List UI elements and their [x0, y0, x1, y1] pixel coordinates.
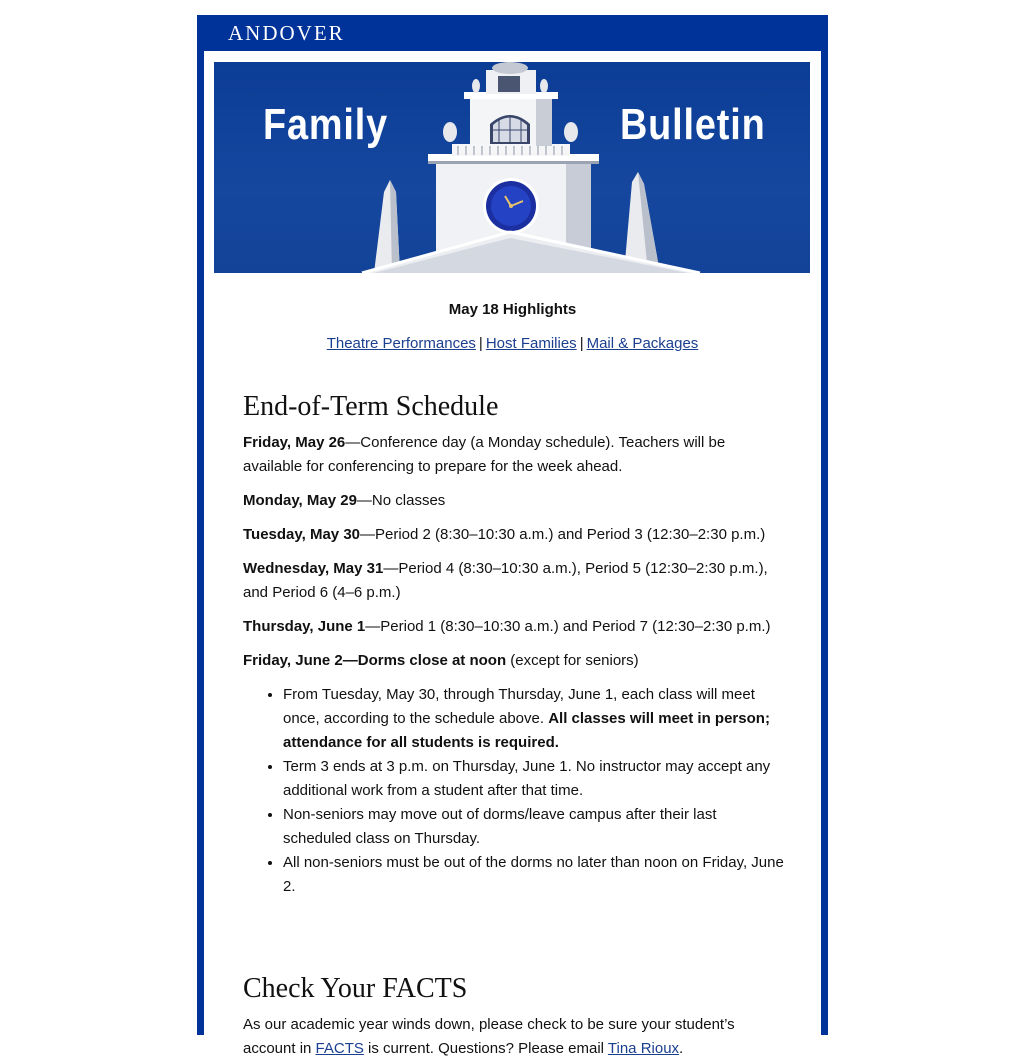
bulletin-frame — [197, 15, 828, 1057]
link-separator: | — [579, 335, 584, 352]
entry-day: Wednesday, May 31 — [243, 560, 384, 577]
entry-text: —Period 2 (8:30–10:30 a.m.) and Period 3 (12:30–2:30 p.m.) — [360, 526, 766, 543]
schedule-entry — [243, 431, 788, 479]
facts-title: Check Your FACTS — [243, 973, 468, 1004]
schedule-title: End-of-Term Schedule — [243, 391, 499, 422]
clock-tower-image — [214, 62, 810, 273]
schedule-entry — [243, 649, 788, 673]
hero-banner — [214, 62, 810, 273]
entry-day: Friday, June 2—Dorms close at noon — [243, 652, 507, 669]
schedule-entry — [243, 489, 788, 513]
hero-title-bulletin: Bulletin — [620, 100, 766, 149]
facts-link[interactable]: FACTS — [315, 1040, 364, 1057]
quick-links — [204, 335, 821, 352]
schedule-section — [243, 391, 788, 899]
link-host-families[interactable]: Host Families — [485, 335, 577, 352]
link-theatre-performances[interactable]: Theatre Performances — [326, 335, 476, 352]
facts-paragraph — [243, 1013, 788, 1061]
facts-text: As our academic year winds down, please check to be sure your student’s account in — [243, 1016, 735, 1057]
link-separator: | — [478, 335, 483, 352]
schedule-entry — [243, 523, 788, 547]
bulletin-panel — [204, 51, 821, 1057]
brand-bar — [197, 15, 828, 51]
email-tina-rioux-link[interactable]: Tina Rioux — [607, 1040, 680, 1057]
facts-section — [243, 973, 788, 1061]
entry-day: Monday, May 29 — [243, 492, 357, 509]
list-item — [283, 683, 788, 755]
entry-text: —Conference day (a Monday schedule). Teachers will be available for conferencing to prepare for the week ahead. — [243, 434, 726, 475]
facts-text: is current. Questions? Please email — [363, 1040, 608, 1057]
list-item: • All non-seniors must be out of the dorms no later than noon on Friday, June 2. — [283, 851, 788, 899]
highlights-heading: May 18 Highlights — [448, 301, 577, 318]
list-item: • Term 3 ends at 3 p.m. on Thursday, June 1. No instructor may accept any additional work from a student after that time. — [283, 755, 788, 803]
note-bold: All classes will meet in person; attendance for all students is required. — [283, 710, 770, 751]
schedule-entry — [243, 615, 788, 639]
entry-text: —No classes — [356, 492, 446, 509]
note-text: From Tuesday, May 30, through Thursday, June 1, each class will meet once, according to the schedule above. — [283, 686, 755, 727]
entry-text: (except for seniors) — [506, 652, 639, 669]
list-item: • Non-seniors may move out of dorms/leave campus after their last scheduled class on Thursday. — [283, 803, 788, 851]
facts-text: . — [679, 1040, 684, 1057]
entry-day: Tuesday, May 30 — [243, 526, 360, 543]
schedule-entry — [243, 557, 788, 605]
entry-text: —Period 4 (8:30–10:30 a.m.), Period 5 (12:30–2:30 p.m.), and Period 6 (4–6 p.m.) — [243, 560, 768, 601]
entry-day: Friday, May 26 — [243, 434, 346, 451]
schedule-notes — [243, 683, 788, 899]
andover-logo: ANDOVER — [228, 21, 345, 45]
entry-day: Thursday, June 1 — [243, 618, 366, 635]
hero-title-family: Family — [263, 100, 389, 149]
entry-text: —Period 1 (8:30–10:30 a.m.) and Period 7 (12:30–2:30 p.m.) — [365, 618, 771, 635]
link-mail-packages[interactable]: Mail & Packages — [586, 335, 699, 352]
